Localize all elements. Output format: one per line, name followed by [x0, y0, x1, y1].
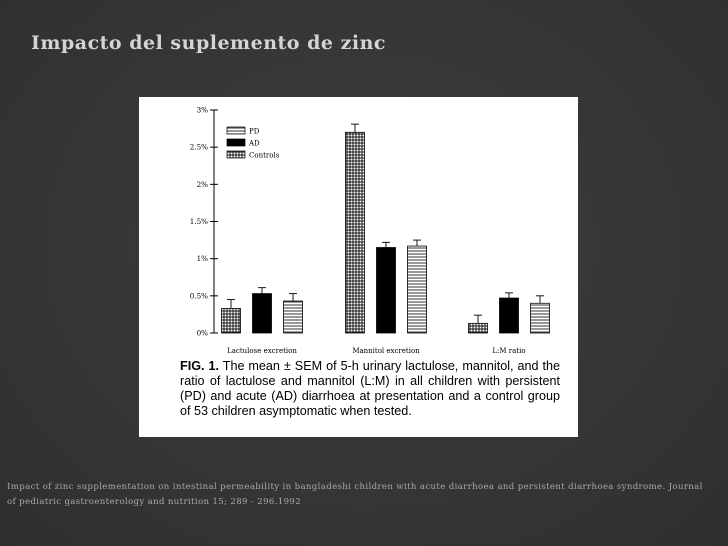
y-tick-label: 1.5%: [189, 217, 208, 226]
figure-caption: [180, 359, 560, 419]
legend-swatch: [227, 127, 245, 134]
reference-citation: Impact of zinc supplementation on intestinal permeability in bangladeshi children with acute diarrhoea and persistent diarrhoea syndrome. Journal of pediatric gastroenterology and nutrition 15; 289 - 296.1992: [7, 482, 703, 507]
caption-label: FIG. 1.: [180, 359, 219, 373]
bar: [531, 303, 550, 333]
category-label: Mannitol excretion: [352, 347, 420, 355]
bar: [253, 294, 272, 333]
y-tick-label: 1%: [196, 254, 208, 264]
slide-title: Impacto del suplemento de zinc: [31, 32, 386, 54]
bar: [284, 301, 303, 333]
bar: [500, 298, 519, 333]
y-tick-label: 2.5%: [189, 142, 208, 152]
legend-label: Controls: [249, 151, 280, 160]
legend-swatch: [227, 151, 245, 158]
y-tick-label: 2%: [196, 179, 208, 189]
category-label: Lactulose excretion: [227, 347, 297, 355]
y-tick-label: 0.5%: [189, 291, 208, 301]
category-label: L:M ratio: [492, 347, 526, 355]
legend-label: AD: [249, 139, 260, 148]
y-tick-label: 3%: [196, 105, 208, 115]
bar: [408, 246, 427, 333]
legend-label: PD: [249, 127, 260, 136]
bar: [377, 248, 396, 333]
bar: [469, 323, 488, 333]
legend-swatch: [227, 139, 245, 146]
bar: [222, 308, 241, 333]
bar: [346, 132, 365, 333]
caption-text: The mean ± SEM of 5-h urinary lactulose, mannitol, and the ratio of lactulose and mannitol (L:M) in all children with persistent (PD) and acute (AD) diarrhoea at presentation and a control group of 53 children asymptomatic when tested.: [180, 359, 560, 418]
y-tick-label: 0%: [196, 328, 208, 338]
